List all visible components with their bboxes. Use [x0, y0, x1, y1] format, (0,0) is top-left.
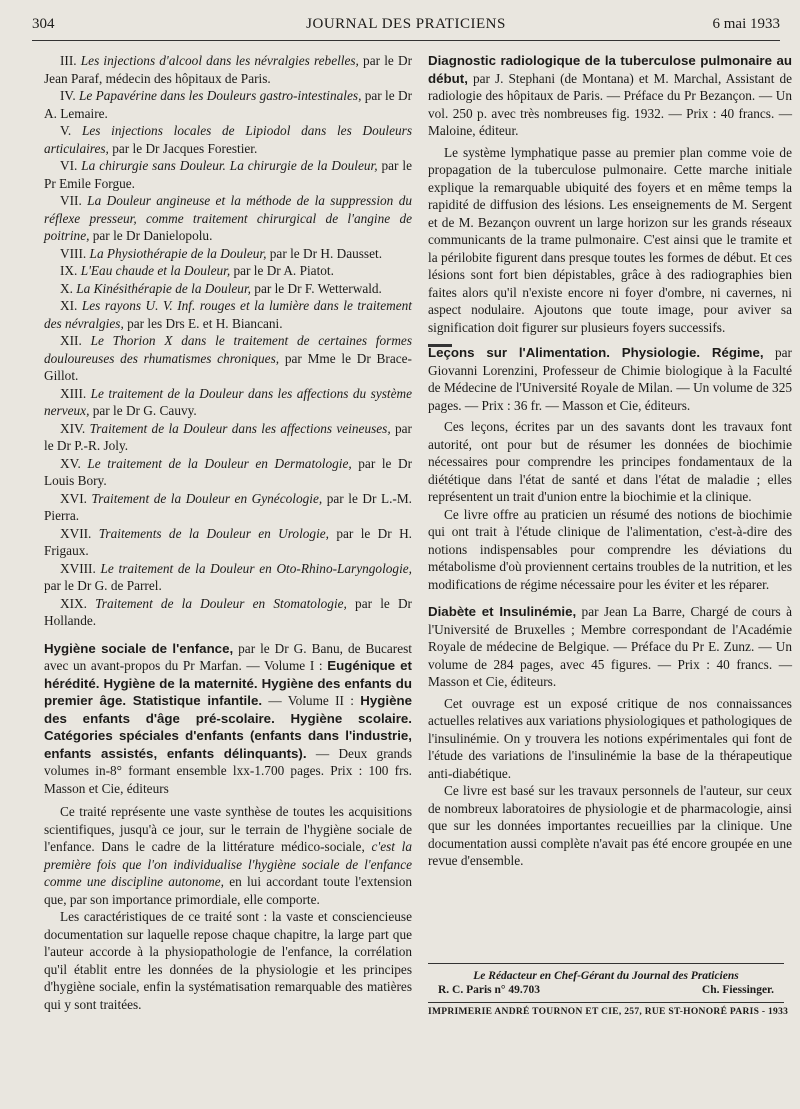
lecture-title: Le traitement de la Douleur en Oto-Rhino-Laryngologie, — [100, 560, 412, 576]
registry-line — [428, 984, 784, 996]
lecture-number: VI. — [60, 158, 78, 173]
lecture-number: XVII. — [60, 525, 92, 541]
section-spacer — [428, 336, 792, 344]
review-paragraph: Ce livre est basé sur les travaux personnels de l'auteur, sur ceux de nombreux laboratoires de physiologie et de pharmacologie, ainsi que sur les données importantes recueillies par la clinique. Une documentation aussi complète n'avait pas été encore groupée en une revue d'ensemble. — [428, 783, 792, 868]
review-details: — Deux grands volumes in-8° formant ensemble lxx-1.700 pages. Prix : 100 frs. Masson et Cie, éditeurs — [44, 745, 412, 796]
review-paragraph: Le système lymphatique passe au premier plan comme voie de propagation de la tuberculose pulmonaire. Cette marche initiale explique la remarquable ubiquité des foyers et en même temps la rapidité de diffusion des lésions. Les enseignements de M. Sergent et de M. Bezançon ouvrent un large horizon sur les grands réseaux communicants de la trame pulmonaire. C'est ainsi que le tramite et la périlobite figurent dans presque toutes les formes de début. Et ces lésions sont fort bien dépistables, grâce à des radiographies bien faites alors qu'il n'existe encore ni foyer d'ombre, ni cavernes, ni aspect nodulaire. Ajoutons que toute image, pour aviver sa signification doit figurer sur plusieurs foyers successifs. — [428, 144, 792, 335]
lecture-title: Les injections d'alcool dans les névralgies rebelles, — [80, 53, 359, 68]
lecture-number: XII. — [60, 333, 82, 348]
review-paragraph: Cet ouvrage est un exposé critique de nos connaissances actuelles relatives aux variations physiologiques et pathologiques de l'insulinémie. On y trouvera les notions expérimentales qui font de l'étude des variations de l'insulinémie la base de la thérapeutique anti-diabétique. — [428, 695, 792, 781]
lecture-author: par Mme le Dr Brace-Gillot. — [44, 350, 412, 383]
lecture-title: Le traitement de la Douleur dans les affections du système nerveux, — [44, 385, 412, 418]
lecture-title: Traitement de la Douleur en Gynécologie, — [91, 490, 323, 506]
lecture-title: La Kinésithérapie de la Douleur, — [76, 280, 251, 296]
review-title: Leçons sur l'Alimentation. Physiologie. Régime, — [428, 345, 764, 360]
lecture-title: Traitement de la Douleur dans les affections veineuses, — [89, 420, 391, 436]
editor-line: Le Rédacteur en Chef-Gérant du Journal des Praticiens — [473, 970, 739, 982]
lecture-number: III. — [60, 53, 77, 68]
lecture-item — [44, 192, 412, 245]
lecture-number: XI. — [60, 298, 78, 313]
lecture-item — [44, 560, 412, 595]
left-column — [44, 52, 412, 1013]
lecture-author: par le Dr Jacques Forestier. — [108, 140, 258, 156]
lecture-author: par le Dr F. Wetterwald. — [250, 280, 382, 296]
lecture-author: par le Dr P.-R. Joly. — [44, 420, 412, 453]
lecture-item — [44, 87, 412, 122]
lecture-title: La chirurgie sans Douleur. La chirurgie de la Douleur, — [81, 158, 378, 173]
lecture-number: VIII. — [60, 245, 87, 261]
lecture-author: par le Dr A. Lemaire. — [44, 88, 412, 121]
lecture-author: par le Dr G. de Parrel. — [44, 578, 162, 593]
journal-title: JOURNAL DES PRATICIENS — [306, 16, 506, 32]
lecture-author: par le Dr A. Piatot. — [230, 263, 334, 278]
lecture-title: La Physiothérapie de la Douleur, — [89, 245, 267, 261]
lecture-item — [44, 297, 412, 332]
review-title: Hygiène sociale de l'enfance, — [44, 640, 234, 656]
lecture-author: par le Dr H. Dausset. — [266, 245, 383, 261]
lecture-author: par le Dr Jean Paraf, médecin des hôpitaux de Paris. — [44, 53, 412, 86]
lecture-title: L'Eau chaude et la Douleur, — [80, 263, 231, 278]
lecture-item — [44, 157, 412, 192]
review-paragraph: Ces leçons, écrites par un des savants dont les travaux font autorité, ont pour but de résumer les données de biochimie nécessaires pour comprendre les principes fondamentaux de la diététique dans l'état de santé et dans l'état de maladie ; elles représentent un trait d'union entre la biochimie et la clinique. — [428, 419, 792, 504]
lecture-item — [44, 595, 412, 630]
lecture-author: par le Dr G. Cauvy. — [89, 403, 197, 418]
lecture-item — [44, 280, 412, 298]
review-title: Diagnostic radiologique de la tuberculose pulmonaire au début, — [428, 53, 792, 86]
review-hygiene — [44, 640, 412, 1014]
lecture-number: XVIII. — [60, 560, 96, 576]
lecture-author: par le Dr L.-M. Pierra. — [44, 490, 412, 523]
lecture-title: Le Thorion X dans le traitement de certaines formes douloureuses des rhumatismes chroniques, — [44, 333, 413, 366]
review-title: Diabète et Insulinémie, — [428, 604, 577, 619]
volume-two-contents: Hygiène des enfants d'âge pré-scolaire. Hygiène scolaire. Catégories spéciales d'enfants (enfants dans l'industrie, enfants assistés, enfants délinquants). — [44, 693, 413, 761]
review-diabete — [428, 603, 792, 870]
issue-date: 6 mai 1933 — [712, 16, 780, 32]
volume-one-contents: Eugénique et hérédité. Hygiène de la maternité. Hygiène des enfants du premier âge. Statistique infantile. — [44, 658, 412, 708]
lecture-author: par le Dr Louis Bory. — [44, 455, 413, 488]
lecture-number: V. — [60, 123, 72, 138]
lecture-item — [44, 122, 412, 157]
editor-signature: Ch. Fiessinger. — [701, 984, 774, 996]
review-details: par Jean La Barre, Chargé de cours à l'Université de Bruxelles ; Membre correspondant de l'Académie Royale de médecine de Belgique. — Préface du Pr E. Zunz. — Un volume de 284 pages, avec 45 figures. — Prix : 40 francs. — Masson et Cie, éditeurs. — [428, 604, 792, 689]
lecture-list — [44, 52, 412, 630]
section-spacer — [428, 593, 792, 603]
lecture-item — [44, 385, 412, 420]
lecture-item — [44, 245, 412, 263]
lecture-item — [44, 262, 412, 280]
lecture-item — [44, 525, 412, 560]
header-divider — [32, 40, 780, 41]
review-details: par Giovanni Lorenzini, Professeur de Chimie biologique à la Faculté de Médecine de l'Université Royale de Milan. — Un volume de 325 pages. — Prix : 36 fr. — Masson et Cie, éditeurs. — [428, 345, 792, 413]
review-alimentation — [428, 344, 792, 593]
lecture-number: XIII. — [60, 385, 87, 401]
lecture-number: XIX. — [60, 595, 87, 611]
lecture-title: Les rayons U. V. Inf. rouges et la lumière dans le traitement des névralgies, — [44, 298, 413, 331]
review-details: par J. Stephani (de Montana) et M. Marchal, Assistant de radiologie des hôpitaux de Paris. — Préface du Pr Bezançon. — Un vol. 250 p. avec très nombreuses fig. 1932. — Prix : 40 francs. — Maloine, éditeur. — [428, 70, 792, 138]
lecture-item — [44, 420, 412, 455]
lecture-title: Le Papavérine dans les Douleurs gastro-intestinales, — [78, 88, 362, 103]
lecture-item — [44, 455, 412, 490]
footer-divider — [428, 963, 784, 964]
registry-number: R. C. Paris n° 49.703 — [438, 984, 541, 996]
lecture-title: Le traitement de la Douleur en Dermatologie, — [87, 455, 352, 471]
page-header — [32, 16, 780, 40]
review-paragraph-end: en lui accordant toute l'extension que, par son importance primordiale, elle comporte. — [44, 874, 412, 907]
lecture-number: XV. — [60, 455, 81, 471]
lecture-item — [44, 490, 412, 525]
lecture-number: X. — [60, 280, 73, 296]
lecture-author: par le Dr Danielopolu. — [89, 228, 213, 243]
review-paragraph: Ce livre offre au praticien un résumé des notions de biochimie qui ont trait à l'étude clinique de l'alimentation, c'est-à-dire des notions indispensables pour comprendre les déviations du métabolisme d'où proviennent certains troubles de la nutrition, et les modifications de régime nécessaire pour les éviter et les réparer. — [428, 506, 792, 592]
lecture-number: VII. — [60, 193, 82, 208]
footer-divider — [428, 1002, 784, 1003]
section-spacer — [44, 630, 412, 640]
review-mid: — Volume II : — [262, 693, 361, 708]
lecture-author: par le Pr Emile Forgue. — [44, 158, 412, 191]
printer-line: IMPRIMERIE ANDRÉ TOURNON ET CIE, 257, RUE ST-HONORÉ PARIS - 1933 — [428, 1007, 789, 1017]
right-column — [428, 52, 792, 870]
lecture-title: Traitements de la Douleur en Urologie, — [98, 525, 329, 541]
review-paragraph: Ce traité représente une vaste synthèse de toutes les acquisitions scientifiques, jusqu'à ce jour, sur le terrain de l'hygiène sociale de l'enfance. Dans le cadre de la littérature médico-sociale, — [44, 804, 412, 854]
lecture-author: par le Dr Hollande. — [44, 595, 412, 628]
lecture-title: La Douleur angineuse et la méthode de la suppression du réflexe presseur, comme traitement chirurgical de l'angine de poitrine, — [44, 193, 412, 243]
lecture-author: par le Dr H. Frigaux. — [44, 525, 412, 558]
lecture-number: XVI. — [60, 490, 87, 506]
review-paragraph: Les caractéristiques de ce traité sont : la vaste et consciencieuse documentation sur laquelle repose chaque chapitre, la large part que l'auteur accorde à la physiopathologie de l'enfance, la corrélation qu'il établit entre les données de la physiologie et les principes d'hygiène sociale, enfin la systématisation remarquable des matières qui y sont traitées. — [44, 909, 412, 1012]
review-intro: par le Dr G. Banu, de Bucarest avec un avant-propos du Pr Marfan. — Volume I : — [44, 640, 412, 673]
lecture-number: XIV. — [60, 420, 86, 436]
review-emphasis: c'est la première fois que l'on individualise l'hygiène sociale de l'enfance comme une discipline autonome, — [44, 839, 412, 889]
page-footer — [428, 963, 789, 1017]
review-radiologie — [428, 52, 792, 336]
lecture-title: Traitement de la Douleur en Stomatologie, — [95, 595, 347, 611]
lecture-title: Les injections locales de Lipiodol dans les Douleurs articulaires, — [44, 123, 412, 156]
page-number: 304 — [32, 16, 55, 32]
lecture-number: IX. — [60, 263, 78, 278]
lecture-item — [44, 332, 412, 385]
lecture-author: par les Drs E. et H. Biancani. — [123, 315, 283, 331]
lecture-number: IV. — [60, 88, 76, 103]
lecture-item — [44, 52, 412, 87]
